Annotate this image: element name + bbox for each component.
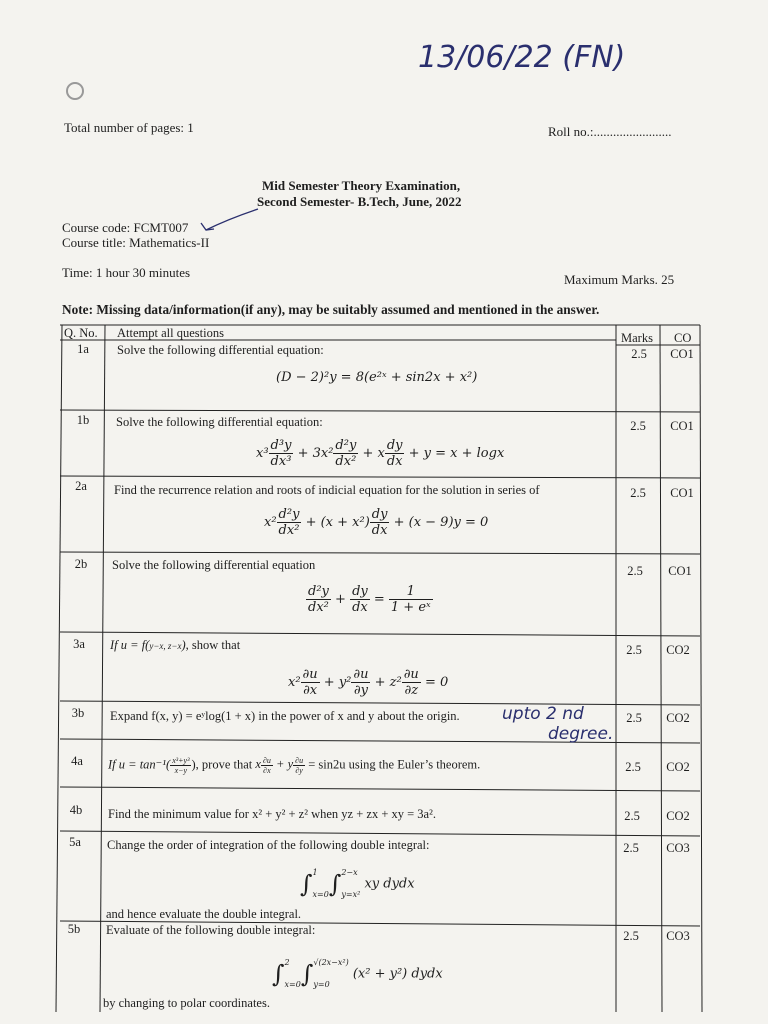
question-4a-text: If u = tan⁻¹( $\frac{\text{x³+y³}}{x-y}$ ), prove that x $\frac{\partial u}{\partial x}$ + y $\frac{\partial u}{\partial y}$ = sin2u using the Euler’s theorem. [108,756,481,775]
header-questions: Attempt all questions [117,326,224,340]
header-qno: Q. No. [64,326,98,340]
question-3a-args: y−x, z−x [149,641,182,651]
qno-1a: 1a [77,342,89,356]
question-2b-text: Solve the following differential equation [112,558,316,572]
question-5a-integral: ∫1 x=0∫2−x y=x² xy dydx [300,868,415,899]
exam-title-line-1: Mid Semester Theory Examination, [262,178,461,193]
question-3a-text: If u = f(y−x, z−x), show that [110,638,241,652]
question-3b-text [110,709,460,724]
roll-no: Roll no.:........................ [548,124,672,139]
exam-title-line-2: Second Semester- B.Tech, June, 2022 [257,194,462,209]
question-5b-text: Evaluate of the following double integral: [106,923,316,937]
co-1a: CO1 [670,347,694,361]
marks-3a: 2.5 [626,643,642,657]
marks-2a: 2.5 [630,486,646,500]
question-2b-equation: $\frac{\text{d²y}}{\text{dx²}}$ + $\frac{dy}{dx}$ = $\frac{1}{\text{1 + eˣ}}$ [308,584,431,615]
qno-5a: 5a [69,835,81,849]
marks-4b: 2.5 [624,809,640,823]
handwritten-upto-note: upto 2 nd [502,704,584,724]
question-1b-rhs: + y = x + logx [408,446,505,461]
co-3b: CO2 [666,711,690,725]
question-3b-suffix: in the power of x and y about the origin. [255,709,460,723]
qno-4a: 4a [71,754,83,768]
question-3a-equation: x² $\frac{\partial u}{\partial x}$ + y² $\frac{\partial u}{\partial y}$ + z² $\frac{\partial u}{\partial z}$ = 0 [288,667,449,698]
co-2a: CO1 [670,486,694,500]
question-2a-text: Find the recurrence relation and roots of indicial equation for the solution in series of [114,483,540,497]
co-2b: CO1 [668,564,692,578]
question-3a-rhs: = 0 [424,675,449,690]
question-5a-text-2: and hence evaluate the double integral. [106,907,302,921]
qno-4b: 4b [69,803,83,817]
question-3a-suffix: , show that [185,638,241,652]
question-2a-rhs: + (x − 9)y = 0 [393,515,489,530]
marks-4a: 2.5 [625,760,641,774]
question-4a-suffix: = sin2u using the Euler’s theorem. [308,757,481,772]
marks-2b: 2.5 [627,564,643,578]
course-title: Course title: Mathematics-II [62,235,210,250]
header-marks: Marks [621,331,653,345]
question-3b-prefix: Expand f(x, y) = eʸlog(1 + x) [110,709,256,723]
marks-1b: 2.5 [630,419,646,433]
marks-1a: 2.5 [631,347,647,361]
maximum-marks: Maximum Marks. 25 [564,272,675,287]
co-5a: CO3 [666,841,690,855]
qno-5b: 5b [67,922,81,936]
co-3a: CO2 [666,643,690,657]
course-code: Course code: FCMT007 [62,220,189,235]
co-1b: CO1 [670,419,694,433]
question-4b-text: Find the minimum value for x² + y² + z² when yz + zx + xy = 3a². [108,807,436,821]
total-pages: Total number of pages: 1 [64,120,194,135]
question-1a-text: Solve the following differential equation: [117,343,324,357]
exam-note: Note: Missing data/information(if any), may be suitably assumed and mentioned in the answer. [62,302,600,317]
qno-1b: 1b [76,413,90,427]
question-1b-text: Solve the following differential equation: [116,415,323,429]
question-4a-mid: , prove that [195,757,253,772]
question-4a-prefix: If u = tan⁻¹( [108,757,171,772]
question-1b-equation: x³ $\frac{\text{d³y}}{\text{dx³}}$ + 3x² $\frac{\text{d²y}}{\text{dx²}}$ + x $\frac{dy}{dx}$ + y = x + logx [256,438,505,469]
question-5b-text-2: by changing to polar coordinates. [103,996,270,1010]
qno-3b: 3b [71,706,85,720]
marks-5a: 2.5 [623,841,639,855]
question-5b-integrand: (x² + y²) dydx [352,966,443,982]
exam-time: Time: 1 hour 30 minutes [62,265,191,280]
qno-2b: 2b [74,557,88,571]
question-5a-integrand: xy dydx [364,876,415,892]
question-1a-equation: (D − 2)²y = 8(e²ˣ + sin2x + x²) [276,370,478,385]
qno-3a: 3a [73,637,85,651]
question-2a-equation: x² $\frac{\text{d²y}}{\text{dx²}}$ + (x + x²) $\frac{dy}{dx}$ + (x − 9)y = 0 [264,507,489,538]
handwritten-degree-note: degree. [548,724,614,744]
question-5b-integral: ∫2 x=0∫√(2x−x²) y=0 (x² + y²) dydx [272,958,443,989]
co-4b: CO2 [666,809,690,823]
handwritten-date: 13/06/22 (FN) [418,40,626,75]
qno-2a: 2a [75,479,87,493]
co-4a: CO2 [666,760,690,774]
co-5b: CO3 [666,929,690,943]
marks-3b: 2.5 [626,711,642,725]
question-3a-prefix: If u = f( [110,638,150,652]
marks-5b: 2.5 [623,929,639,943]
header-co: CO [674,331,692,345]
question-5a-text: Change the order of integration of the following double integral: [107,838,430,852]
